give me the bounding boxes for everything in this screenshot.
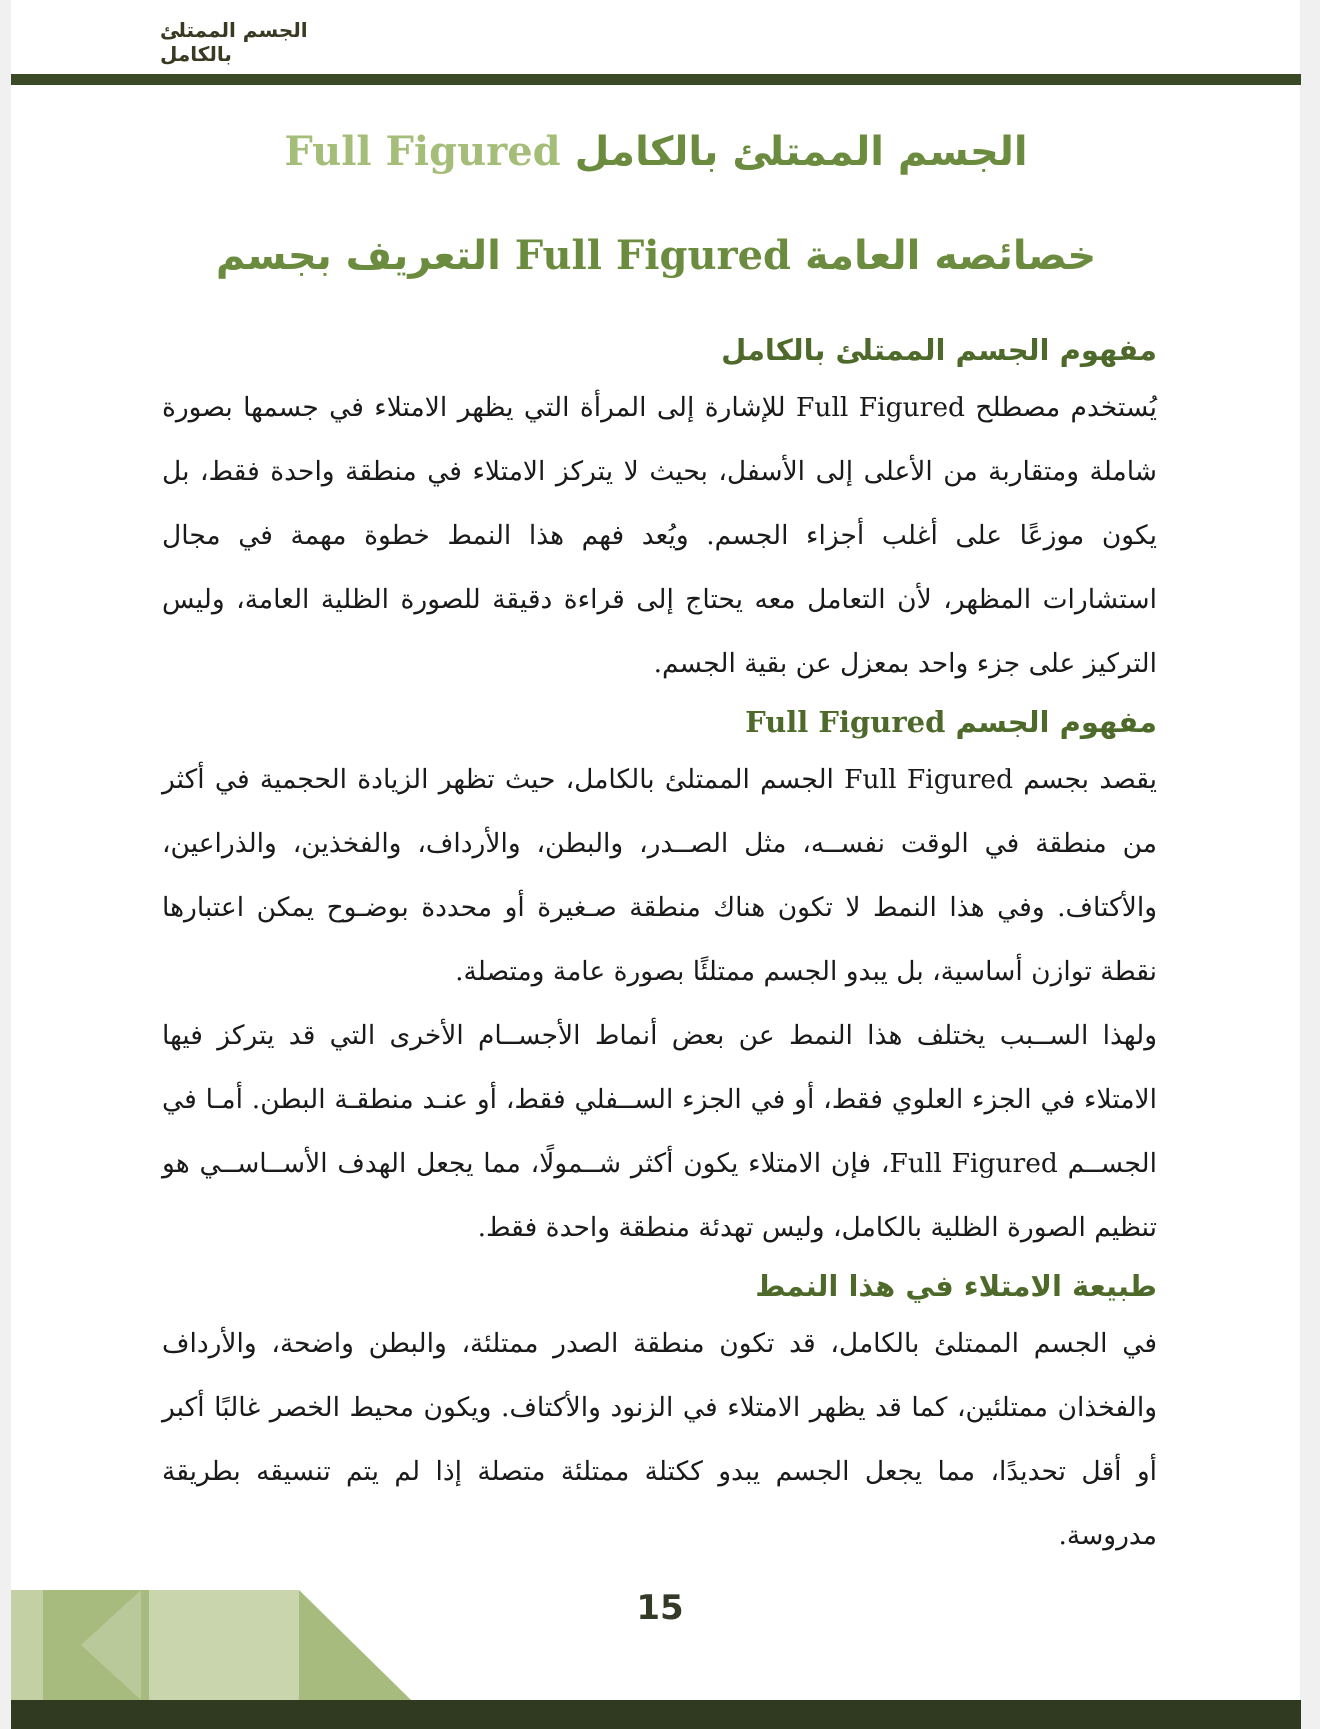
article-body <box>162 328 1157 1568</box>
footer-decoration <box>11 1590 471 1700</box>
page-title <box>11 128 1301 175</box>
footer-deco-panel <box>149 1590 299 1700</box>
running-header: الجسم الممتلئ بالكامل <box>160 18 308 66</box>
page-subtitle-latin: Full Figured <box>514 232 792 279</box>
header-rule <box>11 74 1301 85</box>
page-subtitle-part-1: خصائصه العامة <box>804 233 1097 279</box>
section-heading-concept: مفهوم الجسم الممتلئ بالكامل <box>721 333 1157 367</box>
section-heading-definition-latin: Full Figured <box>745 705 946 739</box>
section-paragraph: في الجسم الممتلئ بالكامل، قد تكون منطقة الصدر ممتلئة، والبطن واضحة، والأرداف والفخذان ممتلئين، كما قد يظهر الامتلاء في الزنود والأكتاف. ويكون محيط الخصر غالبًا أكبر أو أقل تحديدًا، مما يجعل الجسم يبدو ككتلة ممتلئة متصلة إذا لم يتم تنسيقه بطريقة مدروسة. <box>162 1328 1157 1551</box>
page-frame-right <box>1300 0 1320 1729</box>
footer-bar <box>11 1700 1301 1729</box>
page-title-latin: Full Figured <box>284 128 561 175</box>
section-heading-nature: طبيعة الامتلاء في هذا النمط <box>755 1269 1157 1303</box>
page-number: 15 <box>636 1588 684 1628</box>
page-frame-left <box>0 0 11 1729</box>
section-paragraph: ولهذا الســبب يختلف هذا النمط عن بعض أنماط الأجســام الأخرى التي قد يتركز فيها الامتلاء في الجزء العلوي فقط، أو في الجزء الســفلي فقط، أو عنـد منطقـة البطن. أمـا في الجســم Full Figured، فإن الامتلاء يكون أكثر شــمولًا، مما يجعل الهدف الأســاســي هو تنظيم الصورة الظلية بالكامل، وليس تهدئة منطقة واحدة فقط. <box>162 1020 1157 1243</box>
section-paragraph: يُستخدم مصطلح Full Figured للإشارة إلى المرأة التي يظهر الامتلاء في جسمها بصورة شاملة ومتقاربة من الأعلى إلى الأسفل، بحيث لا يتركز الامتلاء في منطقة واحدة فقط، بل يكون موزعًا على أغلب أجزاء الجسم. ويُعد فهم هذا النمط خطوة مهمة في مجال استشارات المظهر، لأن التعامل معه يحتاج إلى قراءة دقيقة للصورة الظلية العامة، وليس التركيز على جزء واحد بمعزل عن بقية الجسم. <box>162 392 1157 679</box>
page-subtitle-part-2: التعريف بجسم <box>215 233 501 279</box>
footer-deco-edge <box>11 1590 43 1700</box>
section-paragraph: يقصد بجسم Full Figured الجسم الممتلئ بالكامل، حيث تظهر الزيادة الحجمية في أكثر من منطقة في الوقت نفســه، مثل الصــدر، والبطن، والأرداف، والفخذين، والذراعين، والأكتاف. وفي هذا النمط لا تكون هناك منطقة صـغيرة أو محددة بوضـوح يمكن اعتبارها نقطة توازن أساسية، بل يبدو الجسم ممتلئًا بصورة عامة ومتصلة. <box>162 764 1157 987</box>
section-heading-definition-arabic: مفهوم الجسم <box>955 705 1157 739</box>
page-title-arabic: الجسم الممتلئ بالكامل <box>574 129 1028 175</box>
page-subtitle <box>11 232 1301 279</box>
section-heading-definition <box>162 700 1157 744</box>
